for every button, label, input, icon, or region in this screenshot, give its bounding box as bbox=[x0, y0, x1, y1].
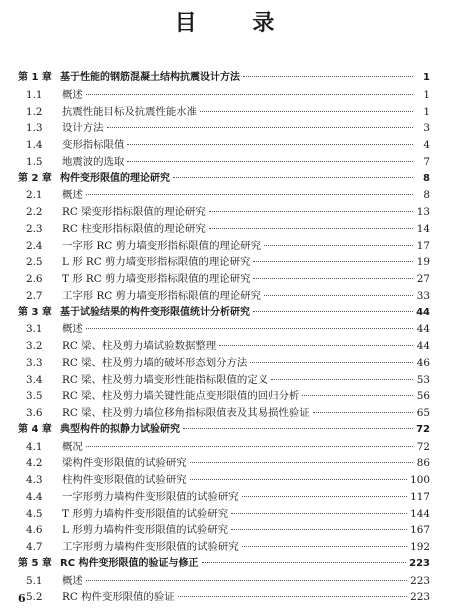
toc-entry-title: RC 柱变形指标限值的理论研究 bbox=[62, 222, 206, 235]
toc-entry-number: 1.2 bbox=[26, 105, 43, 118]
toc-entry-title: 概述 bbox=[62, 574, 83, 587]
page-title: 目 录 bbox=[174, 10, 299, 36]
toc-entry-number: 第 4 章 bbox=[18, 423, 52, 435]
dot-leader bbox=[264, 295, 413, 296]
page-number: 6 bbox=[18, 592, 26, 605]
toc-section-entry[interactable] bbox=[18, 522, 430, 539]
toc-entry-number: 第 2 章 bbox=[18, 172, 52, 184]
toc-entry-page: 117 bbox=[410, 490, 430, 503]
dot-leader bbox=[253, 261, 413, 262]
toc-entry-number: 2.7 bbox=[26, 289, 43, 302]
toc-entry-title: 概述 bbox=[62, 323, 83, 336]
dot-leader bbox=[243, 76, 413, 77]
toc-entry-page: 65 bbox=[416, 407, 430, 419]
toc-section-entry[interactable] bbox=[18, 455, 430, 472]
toc-entry-title: 典型构件的拟静力试验研究 bbox=[60, 423, 180, 435]
toc-entry-page: 13 bbox=[416, 206, 430, 218]
toc-entry-number: 第 5 章 bbox=[18, 557, 52, 569]
dot-leader bbox=[127, 161, 413, 162]
toc-entry-title: 概述 bbox=[62, 189, 83, 202]
toc-entry-page: 3 bbox=[423, 122, 430, 135]
toc-section-entry[interactable] bbox=[18, 573, 430, 590]
toc-entry-title: 一字形 RC 剪力墙变形指标限值的理论研究 bbox=[62, 239, 262, 252]
toc-section-entry[interactable] bbox=[18, 187, 430, 204]
toc-section-entry[interactable] bbox=[18, 137, 430, 154]
toc-entry-number: 2.6 bbox=[26, 273, 43, 285]
toc-entry-title: 地震波的选取 bbox=[62, 155, 125, 168]
toc-entry-title: 工字形 RC 剪力墙变形指标限值的理论研究 bbox=[62, 289, 262, 302]
toc-section-entry[interactable] bbox=[18, 321, 430, 338]
toc-entry-number: 4.2 bbox=[26, 457, 43, 470]
toc-entry-page: 1 bbox=[423, 88, 430, 101]
dot-leader bbox=[231, 529, 407, 530]
toc-entry-number: 2.5 bbox=[26, 256, 43, 269]
toc-chapter-entry[interactable] bbox=[18, 422, 430, 439]
toc-entry-title: RC 梁、柱及剪力墙变形性能指标限值的定义 bbox=[62, 373, 269, 386]
toc-entry-title: 概况 bbox=[62, 440, 83, 453]
toc-entry-page: 14 bbox=[416, 222, 430, 235]
toc-chapter-entry[interactable] bbox=[18, 171, 430, 188]
dot-leader bbox=[209, 228, 413, 229]
toc-entry-number: 4.6 bbox=[26, 524, 43, 537]
toc-entry-page: 144 bbox=[410, 507, 430, 520]
toc-entry-page: 223 bbox=[410, 591, 430, 604]
toc-entry-page: 44 bbox=[416, 323, 430, 336]
dot-leader bbox=[86, 580, 407, 581]
toc-entry-page: 27 bbox=[416, 273, 430, 285]
dot-leader bbox=[86, 94, 413, 95]
dot-leader bbox=[86, 328, 413, 329]
toc-chapter-entry[interactable] bbox=[18, 70, 430, 87]
toc-entry-number: 2.1 bbox=[26, 189, 43, 202]
toc-entry-page: 72 bbox=[416, 440, 430, 453]
toc-entry-number: 5.1 bbox=[26, 574, 43, 587]
dot-leader bbox=[86, 446, 413, 447]
toc-section-entry[interactable] bbox=[18, 120, 430, 137]
toc-entry-title: 工字形剪力墙构件变形限值的试验研究 bbox=[62, 541, 239, 553]
dot-leader bbox=[86, 194, 413, 195]
toc-entry-number: 4.3 bbox=[26, 474, 43, 486]
dot-leader bbox=[242, 546, 408, 547]
toc-entry-title: RC 梁变形指标限值的理论研究 bbox=[62, 206, 206, 218]
toc-entry-number: 1.4 bbox=[26, 139, 43, 151]
toc-section-entry[interactable] bbox=[18, 221, 430, 238]
toc-entry-page: 53 bbox=[416, 373, 430, 386]
toc-section-entry[interactable] bbox=[18, 589, 430, 606]
toc-entry-number: 1.5 bbox=[26, 155, 43, 168]
dot-leader bbox=[178, 596, 408, 597]
toc-entry-number: 2.3 bbox=[26, 222, 43, 235]
toc-chapter-entry[interactable] bbox=[18, 556, 430, 573]
dot-leader bbox=[271, 379, 413, 380]
toc-entry-page: 1 bbox=[423, 105, 430, 118]
dot-leader bbox=[253, 311, 413, 312]
toc-section-entry[interactable] bbox=[18, 87, 430, 104]
toc-entry-number: 2.4 bbox=[26, 239, 43, 252]
toc-section-entry[interactable] bbox=[18, 472, 430, 489]
toc-section-entry[interactable] bbox=[18, 372, 430, 389]
toc-entry-title: 抗震性能目标及抗震性能水准 bbox=[62, 105, 198, 118]
toc-section-entry[interactable] bbox=[18, 338, 430, 355]
dot-leader bbox=[183, 428, 413, 429]
toc-entry-number: 3.1 bbox=[26, 323, 43, 336]
toc-section-entry[interactable] bbox=[18, 288, 430, 305]
dot-leader bbox=[200, 111, 413, 112]
toc-section-entry[interactable] bbox=[18, 254, 430, 271]
toc-entry-page: 192 bbox=[410, 541, 430, 553]
dot-leader bbox=[190, 462, 413, 463]
toc-section-entry[interactable] bbox=[18, 539, 430, 556]
toc-entry-number: 3.2 bbox=[26, 340, 43, 352]
toc-entry-number: 4.1 bbox=[26, 440, 43, 453]
dot-leader bbox=[313, 412, 413, 413]
dot-leader bbox=[264, 245, 413, 246]
dot-leader bbox=[219, 345, 413, 346]
toc-section-entry[interactable] bbox=[18, 506, 430, 523]
toc-entry-page: 44 bbox=[416, 340, 430, 352]
toc-section-entry[interactable] bbox=[18, 489, 430, 506]
toc-entry-title: RC 梁、柱及剪力墙位移角指标限值表及其易损性验证 bbox=[62, 407, 310, 419]
toc-entry-page: 33 bbox=[416, 289, 430, 302]
dot-leader bbox=[250, 362, 413, 363]
toc-entry-page: 7 bbox=[423, 155, 430, 168]
dot-leader bbox=[202, 562, 407, 563]
toc-entry-number: 3.5 bbox=[26, 390, 43, 403]
toc-entry-title: T 形 RC 剪力墙变形指标限值的理论研究 bbox=[62, 273, 251, 285]
toc-chapter-entry[interactable] bbox=[18, 305, 430, 322]
dot-leader bbox=[190, 479, 407, 480]
toc-entry-title: L 形 RC 剪力墙变形指标限值的理论研究 bbox=[62, 256, 251, 269]
table-of-contents bbox=[18, 70, 430, 606]
toc-entry-title: 柱构件变形限值的试验研究 bbox=[62, 474, 187, 486]
toc-entry-title: RC 梁、柱及剪力墙关键性能点变形限值的回归分析 bbox=[62, 390, 300, 403]
toc-entry-number: 4.4 bbox=[26, 490, 43, 503]
dot-leader bbox=[302, 395, 413, 396]
toc-entry-page: 223 bbox=[409, 557, 430, 569]
toc-entry-title: 基于性能的钢筋混凝土结构抗震设计方法 bbox=[60, 72, 240, 83]
toc-entry-number: 1.1 bbox=[26, 88, 43, 101]
toc-entry-title: T 形剪力墙构件变形限值的试验研究 bbox=[62, 507, 229, 520]
dot-leader bbox=[253, 278, 413, 279]
dot-leader bbox=[209, 211, 413, 212]
toc-entry-page: 72 bbox=[416, 423, 430, 435]
dot-leader bbox=[242, 496, 408, 497]
toc-entry-number: 3.3 bbox=[26, 356, 43, 369]
toc-entry-title: 概述 bbox=[62, 88, 83, 101]
toc-entry-number: 5.2 bbox=[26, 591, 43, 604]
dot-leader bbox=[107, 127, 413, 128]
dot-leader bbox=[231, 513, 407, 514]
toc-entry-number: 3.4 bbox=[26, 373, 43, 386]
toc-entry-page: 4 bbox=[423, 139, 430, 151]
toc-entry-number: 2.2 bbox=[26, 206, 43, 218]
toc-entry-title: RC 构件变形限值的验证与修正 bbox=[60, 557, 199, 569]
toc-entry-title: 梁构件变形限值的试验研究 bbox=[62, 457, 187, 470]
toc-section-entry[interactable] bbox=[18, 204, 430, 221]
toc-entry-page: 46 bbox=[416, 356, 430, 369]
toc-entry-title: L 形剪力墙构件变形限值的试验研究 bbox=[62, 524, 229, 537]
toc-entry-number: 4.7 bbox=[26, 541, 43, 553]
toc-entry-page: 167 bbox=[410, 524, 430, 537]
toc-entry-title: 设计方法 bbox=[62, 122, 104, 135]
toc-entry-page: 8 bbox=[423, 189, 430, 202]
toc-section-entry[interactable] bbox=[18, 104, 430, 121]
toc-entry-page: 223 bbox=[410, 574, 430, 587]
toc-entry-number: 1.3 bbox=[26, 122, 43, 135]
toc-entry-title: 一字形剪力墙构件变形限值的试验研究 bbox=[62, 490, 239, 503]
dot-leader bbox=[173, 177, 413, 178]
toc-section-entry[interactable] bbox=[18, 439, 430, 456]
toc-entry-title: 变形指标限值 bbox=[62, 139, 125, 151]
toc-section-entry[interactable] bbox=[18, 154, 430, 171]
toc-entry-page: 86 bbox=[416, 457, 430, 470]
toc-entry-title: 构件变形限值的理论研究 bbox=[60, 172, 170, 184]
toc-entry-title: RC 梁、柱及剪力墙试验数据整理 bbox=[62, 340, 217, 352]
toc-entry-title: RC 构件变形限值的验证 bbox=[62, 591, 175, 604]
toc-section-entry[interactable] bbox=[18, 271, 430, 288]
toc-entry-title: 基于试验结果的构件变形限值统计分析研究 bbox=[60, 306, 250, 318]
toc-entry-number: 4.5 bbox=[26, 507, 43, 520]
toc-entry-title: RC 梁、柱及剪力墙的破坏形态划分方法 bbox=[62, 356, 248, 369]
toc-section-entry[interactable] bbox=[18, 355, 430, 372]
toc-entry-page: 8 bbox=[423, 172, 430, 184]
toc-entry-page: 56 bbox=[416, 390, 430, 403]
dot-leader bbox=[127, 144, 413, 145]
toc-section-entry[interactable] bbox=[18, 238, 430, 255]
toc-entry-number: 3.6 bbox=[26, 407, 43, 419]
toc-entry-page: 17 bbox=[416, 239, 430, 252]
toc-section-entry[interactable] bbox=[18, 405, 430, 422]
toc-entry-page: 1 bbox=[423, 72, 430, 83]
toc-entry-page: 19 bbox=[416, 256, 430, 269]
toc-entry-page: 44 bbox=[416, 306, 430, 318]
toc-section-entry[interactable] bbox=[18, 388, 430, 405]
toc-entry-number: 第 1 章 bbox=[18, 72, 52, 83]
toc-entry-page: 100 bbox=[410, 474, 430, 486]
toc-entry-number: 第 3 章 bbox=[18, 306, 52, 318]
